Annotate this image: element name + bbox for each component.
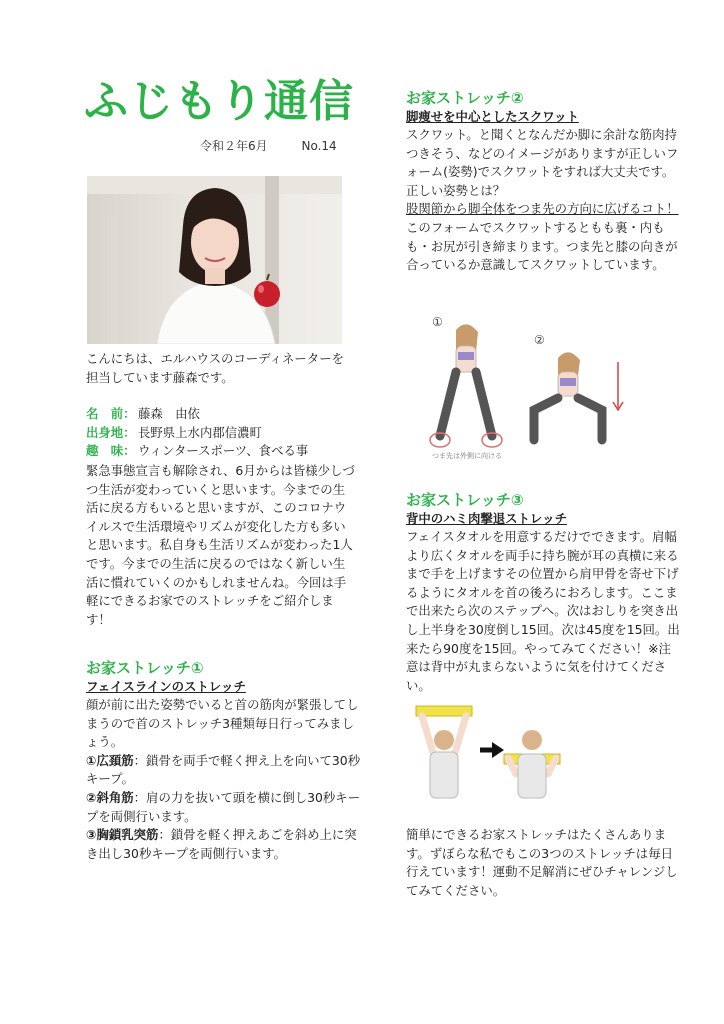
issue-date: 令和２年6月 xyxy=(200,139,268,153)
profile-row xyxy=(86,405,356,424)
newsletter-title: ふじもり通信 xyxy=(84,76,354,127)
stretch2-heading: お家ストレッチ② xyxy=(406,89,524,107)
profile-label: 出身地： xyxy=(86,424,136,440)
stretch1-item xyxy=(86,826,366,863)
closing-text: 簡単にできるお家ストレッチはたくさんあります。ずぼらな私でもこの3つのストレッチは毎日行えています！運動不足解消にぜひチャレンジしてみてください。 xyxy=(406,827,678,898)
profile-label: 名 前： xyxy=(86,406,136,421)
stretch2-text-a: スクワット。と聞くとなんだか脚に余計な筋肉持つきそう、などのイメージがありますが正しいフォーム(姿勢)でスクワットをすれば大丈夫です。正しい姿勢とは？ xyxy=(406,127,679,198)
muscle-name: ②斜角筋 xyxy=(86,789,134,805)
issue-info xyxy=(200,137,337,154)
issue-number: No.14 xyxy=(301,139,337,153)
stretch1-item xyxy=(86,789,366,826)
stretch1-item xyxy=(86,752,366,789)
stretch2-key-point: 股関節から脚全体をつま先の方向に広げるコト！ xyxy=(406,201,679,217)
greeting-body: 緊急事態宣言も解除され、6月からは皆様少しづつ生活が変わっていくと思います。今までの生活に戻る方もいると思いますが、このコロナウイルスで生活環境やリズムが変化した方も多いと思います。私自身も生活リズムが変わった1人です。今までの生活に戻るのではなく新しい生活に慣れていくのかもしれませんね。今回は手軽にできるお家でのストレッチをご紹介します！ xyxy=(86,463,355,627)
stretch3-subtitle: 背中のハミ肉撃退ストレッチ xyxy=(406,511,567,526)
stretch2-subtitle: 脚痩せを中心としたスクワット xyxy=(406,109,579,124)
stretch3-section xyxy=(406,490,681,695)
muscle-desc: ：肩の力を抜いて頭を横に倒し30秒キープを両側行います。 xyxy=(86,789,361,824)
muscle-name: ①広頚筋 xyxy=(86,752,134,768)
profile-row xyxy=(86,424,356,443)
profile-row xyxy=(86,442,356,461)
stretch1-heading: お家ストレッチ① xyxy=(86,659,204,677)
stretch3-text: フェイスタオルを用意するだけでできます。肩幅より広くタオルを両手に持ち腕が耳の真横に来るまで手を上げますその位置から肩甲骨を寄せ下げるようにタオルを首の後ろにおろします。ここまで出来たら次のステップへ。次はおしりを突き出し上半身を30度倒し15回。次は45度を15回。出来たら90度を15回。やってみてください！※注意は背中が丸まらないように気を付けてください。 xyxy=(406,529,680,693)
step2-label: ② xyxy=(534,333,545,347)
stretch1-subtitle: フェイスラインのストレッチ xyxy=(86,679,246,694)
stretch2-text-b: このフォームでスクワットするともも裏・内もも・お尻が引き締まります。つま先と膝の向きが合っているか意識してスクワットしています。 xyxy=(406,219,678,273)
towel-stretch-illustration xyxy=(408,700,568,810)
muscle-name: ③胸鎖乳突筋 xyxy=(86,827,159,843)
stretch1-text: 顔が前に出た姿勢でいると首の筋肉が緊張してしまうので首のストレッチ3種類毎日行ってみましょう。 xyxy=(86,697,359,750)
profile-label: 趣 味： xyxy=(86,443,136,459)
profile xyxy=(86,405,356,461)
portrait-photo xyxy=(87,176,342,344)
profile-value: 長野県上水内郡信濃町 xyxy=(138,424,262,440)
squat-figure-note: つま先は外側に向ける xyxy=(432,452,502,460)
squat-illustration xyxy=(418,312,638,462)
stretch2-section xyxy=(406,88,686,275)
stretch1-section xyxy=(86,658,366,863)
profile-value: ウィンタースポーツ、食べる事 xyxy=(138,443,309,459)
profile-value: 藤森 由依 xyxy=(138,406,200,421)
intro-text: こんにちは、エルハウスのコーディネーターを担当しています藤森です。 xyxy=(86,351,344,385)
muscle-desc: ：鎖骨を軽く押えあごを斜め上に突き出し30秒キープを両側行います。 xyxy=(86,827,357,861)
step1-label: ① xyxy=(432,315,443,329)
muscle-desc: ：鎖骨を両手で軽く押え上を向いて30秒キープ。 xyxy=(86,752,361,787)
stretch2-text xyxy=(406,126,686,275)
stretch3-heading: お家ストレッチ③ xyxy=(406,491,524,509)
